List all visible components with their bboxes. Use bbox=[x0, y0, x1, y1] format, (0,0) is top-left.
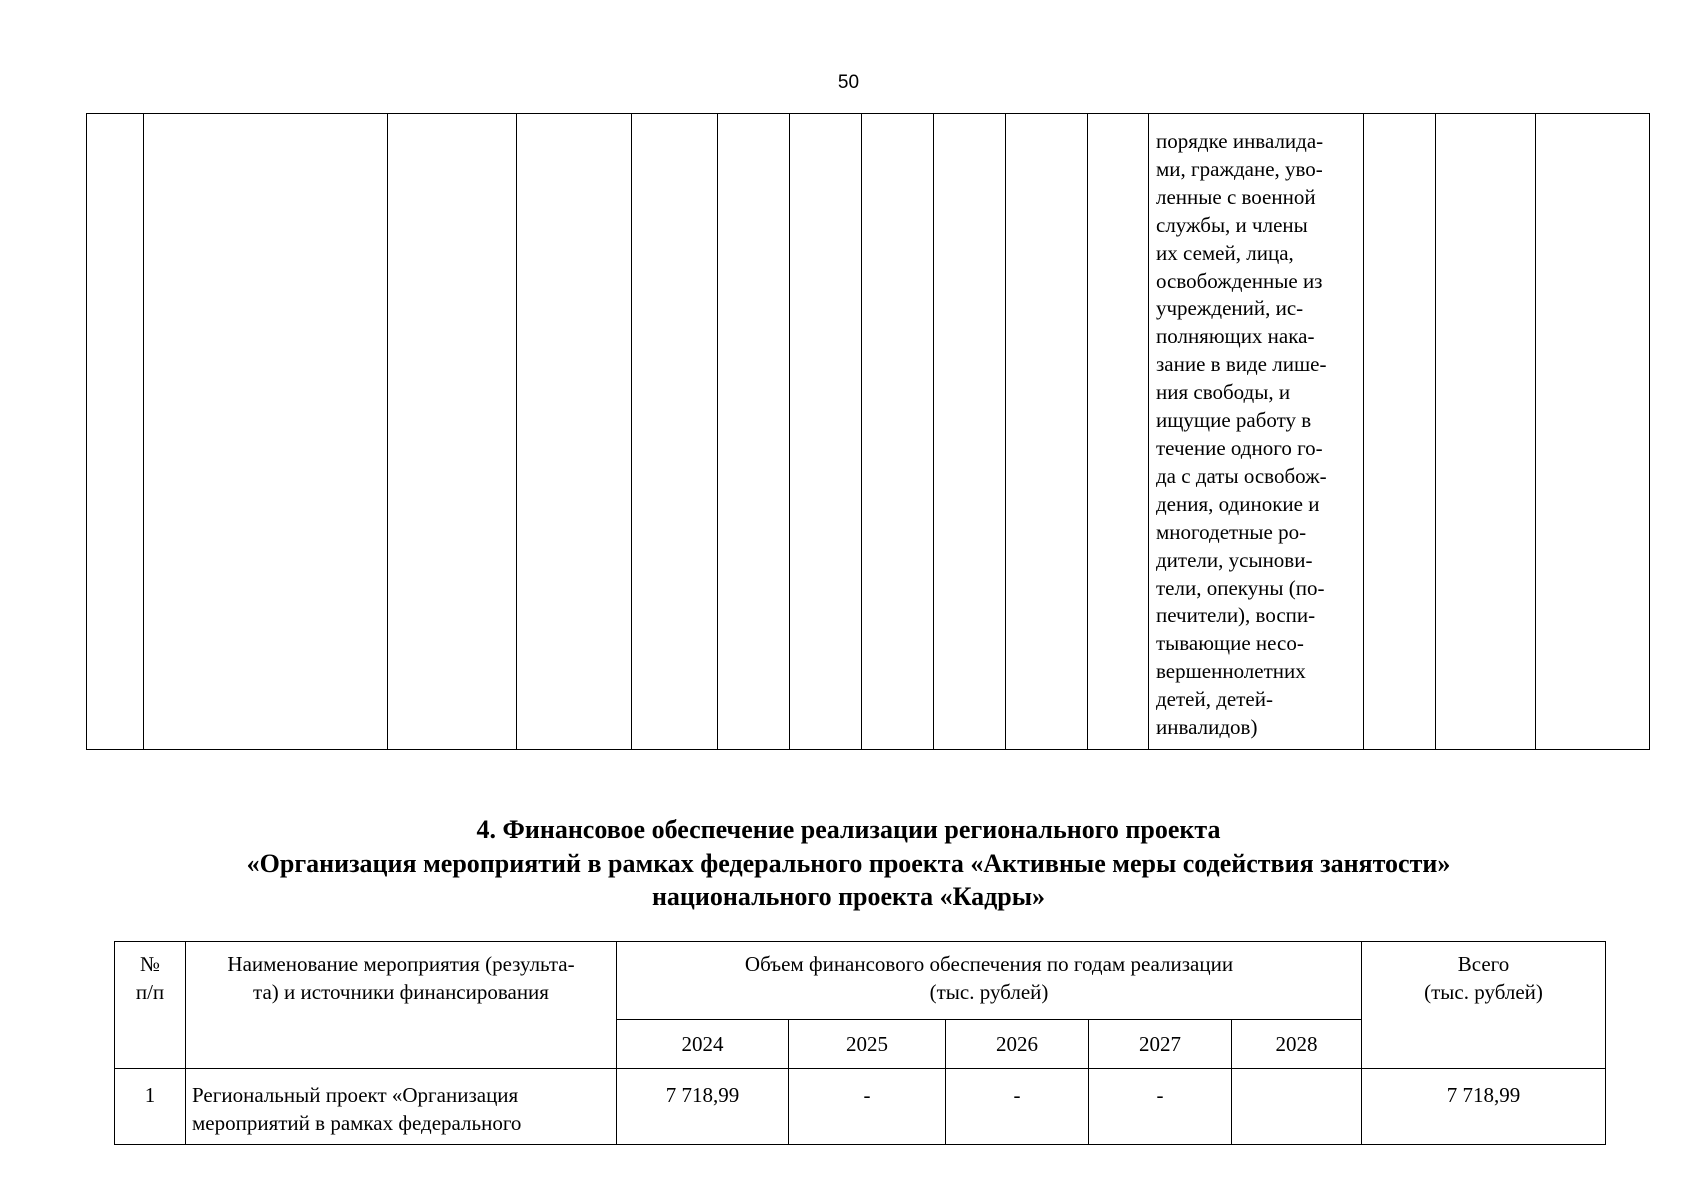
table-cell bbox=[1364, 114, 1436, 750]
table-cell bbox=[1006, 114, 1088, 750]
year-header: 2025 bbox=[789, 1020, 946, 1069]
continuation-text-line: дения, одинокие и bbox=[1156, 491, 1320, 516]
row-value-2024: 7 718,99 bbox=[617, 1069, 789, 1145]
section-heading-line: национального проекта «Кадры» bbox=[651, 882, 1046, 911]
continuation-text-line: ния свободы, и bbox=[1156, 380, 1291, 405]
continuation-text-line: вершеннолетних bbox=[1156, 659, 1306, 684]
continuation-text-line: инвалидов) bbox=[1156, 715, 1258, 740]
continuation-text-line: службы, и члены bbox=[1156, 212, 1308, 237]
continuation-text-line: их семей, лица, bbox=[1156, 240, 1294, 265]
table-cell bbox=[388, 114, 517, 750]
row-value-2025: - bbox=[789, 1069, 946, 1145]
continuation-text bbox=[1149, 114, 1363, 742]
continuation-text-line: порядке инвалида- bbox=[1156, 129, 1324, 153]
table-cell bbox=[1436, 114, 1536, 750]
table-cell bbox=[1536, 114, 1650, 750]
table-cell bbox=[718, 114, 790, 750]
table-cell bbox=[934, 114, 1006, 750]
continuation-text-line: течение одного го- bbox=[1156, 435, 1323, 460]
year-header: 2027 bbox=[1089, 1020, 1232, 1069]
continuation-text-line: да с даты освобож- bbox=[1156, 463, 1327, 488]
page-number: 50 bbox=[837, 72, 860, 93]
continuation-text-line: ми, граждане, уво- bbox=[1156, 156, 1323, 181]
section-heading-line: «Организация мероприятий в рамках федерального проекта «Активные меры содействия занятости» bbox=[246, 848, 1451, 878]
continuation-text-line: дители, усынови- bbox=[1156, 547, 1313, 572]
row-value-2027: - bbox=[1089, 1069, 1232, 1145]
column-header-total: Всего (тыс. рублей) bbox=[1362, 942, 1606, 1069]
row-value-2026: - bbox=[946, 1069, 1089, 1145]
continuation-table bbox=[86, 113, 1650, 750]
table-header-row bbox=[115, 942, 1606, 1020]
row-name: Региональный проект «Организация мероприятий в рамках федерального bbox=[186, 1069, 617, 1145]
table-cell bbox=[862, 114, 934, 750]
row-number: 1 bbox=[115, 1069, 186, 1145]
row-value-2028 bbox=[1232, 1069, 1362, 1145]
section-heading bbox=[0, 813, 1697, 914]
table-cell bbox=[517, 114, 632, 750]
table-cell bbox=[1088, 114, 1149, 750]
finance-table bbox=[114, 941, 1606, 1145]
continuation-text-line: печители), воспи- bbox=[1156, 603, 1316, 628]
table-cell bbox=[632, 114, 718, 750]
continuation-text-line: зание в виде лише- bbox=[1156, 352, 1327, 377]
section-heading-line: 4. Финансовое обеспечение реализации регионального проекта bbox=[476, 815, 1221, 844]
continuation-text-line: ленные с военной bbox=[1156, 184, 1316, 209]
continuation-text-cell bbox=[1149, 114, 1364, 750]
continuation-row bbox=[87, 114, 1650, 750]
column-header-name: Наименование мероприятия (результа- та) и источники финансирования bbox=[186, 942, 617, 1069]
column-header-volume: Объем финансового обеспечения по годам реализации (тыс. рублей) bbox=[617, 942, 1362, 1020]
continuation-text-line: освобожденные из bbox=[1156, 268, 1323, 293]
table-row bbox=[115, 1069, 1606, 1145]
row-total: 7 718,99 bbox=[1362, 1069, 1606, 1145]
table-cell bbox=[790, 114, 862, 750]
continuation-text-line: тывающие несо- bbox=[1156, 631, 1304, 656]
continuation-text-line: ищущие работу в bbox=[1156, 408, 1312, 433]
table-cell bbox=[144, 114, 388, 750]
continuation-text-line: тели, опекуны (по- bbox=[1156, 575, 1325, 600]
year-header: 2028 bbox=[1232, 1020, 1362, 1069]
continuation-text-line: детей, детей- bbox=[1156, 687, 1273, 712]
year-header: 2024 bbox=[617, 1020, 789, 1069]
column-header-number: № п/п bbox=[115, 942, 186, 1069]
table-cell bbox=[87, 114, 144, 750]
continuation-text-line: полняющих нака- bbox=[1156, 324, 1315, 349]
continuation-text-line: учреждений, ис- bbox=[1156, 296, 1304, 321]
continuation-text-line: многодетные ро- bbox=[1156, 519, 1307, 544]
year-header: 2026 bbox=[946, 1020, 1089, 1069]
